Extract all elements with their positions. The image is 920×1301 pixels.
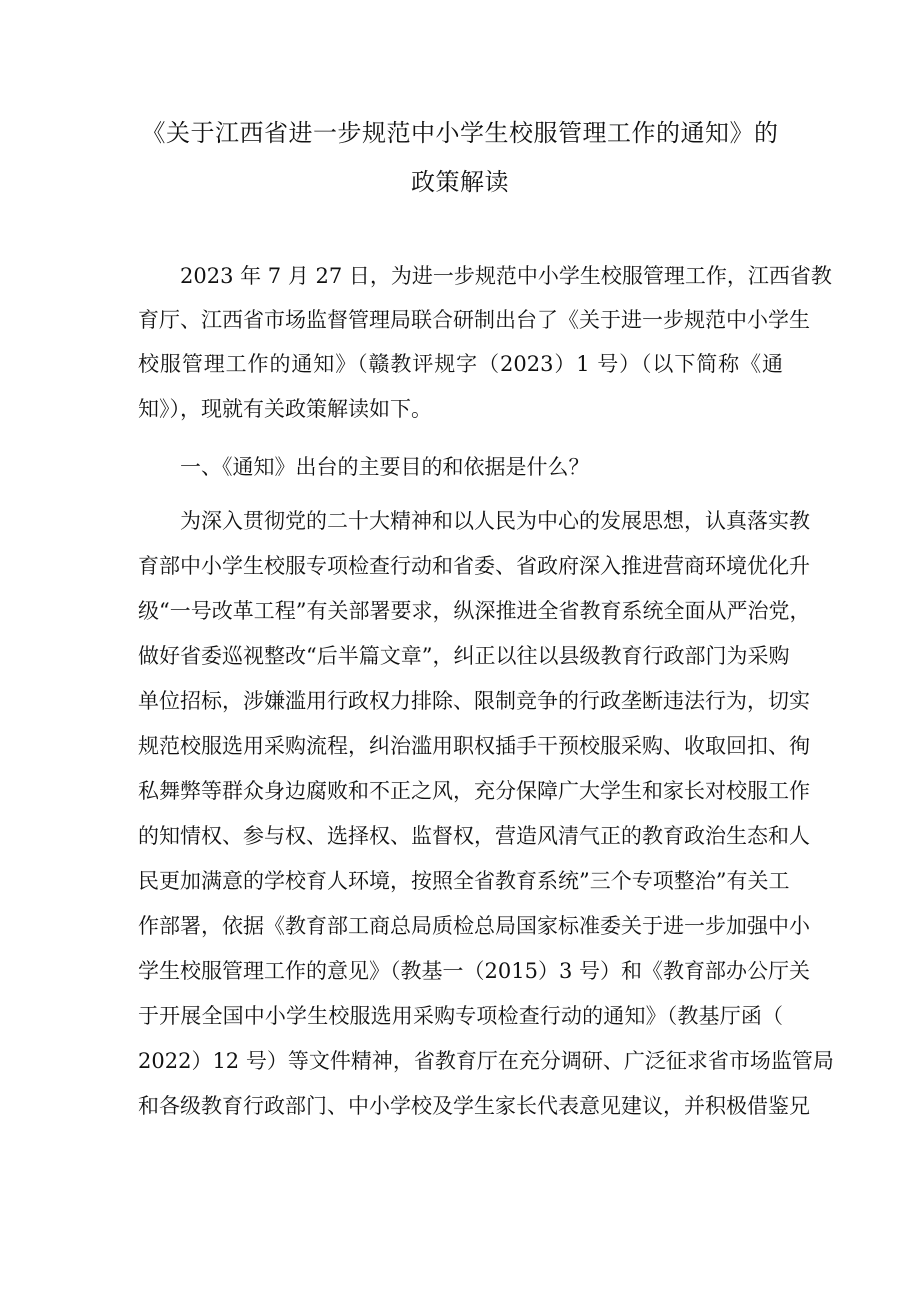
paragraph-line: 单位招标，涉嫌滥用行政权力排除、限制竞争的行政垄断违法行为，切实 xyxy=(138,689,810,713)
paragraph-line: 做好省委巡视整改“后半篇文章”，纠正以往以县级教育行政部门为采购 xyxy=(138,644,790,668)
paragraph-line: 育部中小学生校服专项检查行动和省委、省政府深入推进营商环境优化升 xyxy=(138,554,810,578)
paragraph-line: 和各级教育行政部门、中小学校及学生家长代表意见建议，并积极借鉴兄 xyxy=(138,1094,810,1118)
paragraph-line: 私舞弊等群众身边腐败和不正之风，充分保障广大学生和家长对校服工作 xyxy=(138,779,810,803)
paragraph-line: 知》），现就有关政策解读如下。 xyxy=(138,397,432,421)
paragraph-line: 2022）12 号）等文件精神，省教育厅在充分调研、广泛征求省市场监管局 xyxy=(138,1049,834,1073)
paragraph-line: 作部署，依据《教育部工商总局质检总局国家标准委关于进一步加强中小 xyxy=(138,914,810,938)
paragraph-line: 于开展全国中小学生校服选用采购专项检查行动的通知》（教基厅函（ xyxy=(138,1004,783,1028)
document-subtitle: 政策解读 xyxy=(411,168,509,196)
section-heading: 一、《通知》出台的主要目的和依据是什么？ xyxy=(180,455,590,479)
paragraph-line: 级“一号改革工程”有关部署要求，纵深推进全省教育系统全面从严治党， xyxy=(138,599,811,623)
paragraph-line: 规范校服选用采购流程，纠治滥用职权插手干预校服采购、收取回扣、徇 xyxy=(138,734,810,758)
paragraph-line: 的知情权、参与权、选择权、监督权，营造风清气正的教育政治生态和人 xyxy=(138,824,810,848)
paragraph-line: 校服管理工作的通知》（赣教评规字（2023）1 号）（以下简称《通 xyxy=(138,352,783,376)
paragraph-line: 学生校服管理工作的意见》（教基一（2015）3 号）和《教育部办公厅关 xyxy=(138,959,810,983)
paragraph-line: 为深入贯彻党的二十大精神和以人民为中心的发展思想，认真落实教 xyxy=(180,509,810,533)
paragraph-line: 民更加满意的学校育人环境，按照全省教育系统”三个专项整治”有关工 xyxy=(138,869,790,893)
paragraph-line: 育厅、江西省市场监督管理局联合研制出台了《关于进一步规范中小学生 xyxy=(138,308,810,332)
paragraph-line: 2023 年 7 月 27 日，为进一步规范中小学生校服管理工作，江西省教 xyxy=(180,264,832,288)
document-title: 《关于江西省进一步规范中小学生校服管理工作的通知》的 xyxy=(141,119,779,147)
